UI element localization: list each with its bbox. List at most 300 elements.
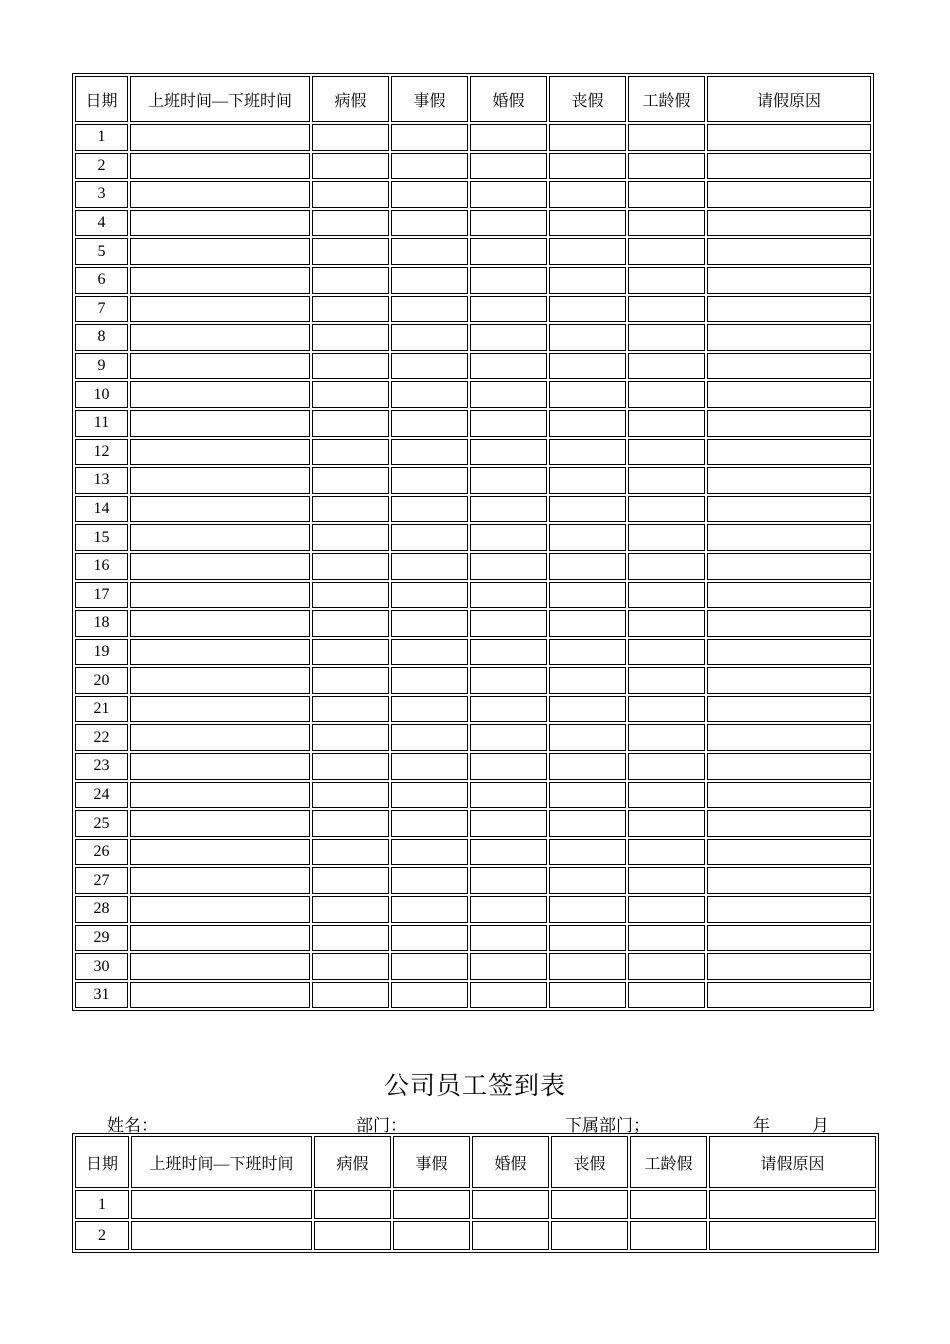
entry-cell[interactable] [551, 1221, 628, 1250]
attendance-table-2 [72, 1133, 879, 1253]
entry-cell[interactable] [393, 1221, 470, 1250]
date-cell: 5 [75, 238, 128, 265]
entry-cell[interactable] [130, 124, 310, 151]
entry-cell[interactable] [470, 667, 547, 694]
entry-cell[interactable] [312, 553, 389, 580]
entry-cell[interactable] [470, 410, 547, 437]
entry-cell[interactable] [549, 896, 626, 923]
entry-cell[interactable] [130, 925, 310, 952]
date-cell: 29 [75, 925, 128, 952]
entry-cell[interactable] [130, 724, 310, 751]
entry-cell[interactable] [391, 610, 468, 637]
entry-cell[interactable] [549, 210, 626, 237]
entry-cell[interactable] [391, 782, 468, 809]
column-header: 工龄假 [630, 1136, 707, 1188]
entry-cell[interactable] [470, 896, 547, 923]
entry-cell[interactable] [130, 667, 310, 694]
entry-cell[interactable] [549, 267, 626, 294]
entry-cell[interactable] [314, 1190, 391, 1219]
entry-cell[interactable] [130, 753, 310, 780]
entry-cell[interactable] [130, 181, 310, 208]
date-cell: 7 [75, 296, 128, 323]
entry-cell[interactable] [393, 1190, 470, 1219]
entry-cell[interactable] [470, 810, 547, 837]
entry-cell[interactable] [707, 410, 871, 437]
attendance-table [72, 73, 874, 1011]
entry-cell[interactable] [707, 238, 871, 265]
entry-cell[interactable] [391, 410, 468, 437]
table-row [75, 610, 871, 637]
entry-cell[interactable] [312, 639, 389, 666]
entry-cell[interactable] [707, 753, 871, 780]
entry-cell[interactable] [391, 810, 468, 837]
entry-cell[interactable] [391, 267, 468, 294]
entry-cell[interactable] [470, 496, 547, 523]
entry-cell[interactable] [628, 296, 705, 323]
entry-cell[interactable] [472, 1221, 549, 1250]
entry-cell[interactable] [312, 696, 389, 723]
entry-cell[interactable] [470, 124, 547, 151]
entry-cell[interactable] [470, 867, 547, 894]
entry-cell[interactable] [549, 181, 626, 208]
entry-cell[interactable] [707, 296, 871, 323]
entry-cell[interactable] [628, 553, 705, 580]
entry-cell[interactable] [391, 524, 468, 551]
entry-cell[interactable] [470, 925, 547, 952]
entry-cell[interactable] [628, 410, 705, 437]
date-cell: 19 [75, 639, 128, 666]
column-header: 请假原因 [707, 76, 871, 122]
entry-cell[interactable] [628, 667, 705, 694]
entry-cell[interactable] [130, 953, 310, 980]
entry-cell[interactable] [391, 867, 468, 894]
entry-cell[interactable] [707, 496, 871, 523]
entry-cell[interactable] [312, 953, 389, 980]
entry-cell[interactable] [130, 896, 310, 923]
table-row [75, 238, 871, 265]
entry-cell[interactable] [470, 267, 547, 294]
entry-cell[interactable] [470, 524, 547, 551]
entry-cell[interactable] [549, 753, 626, 780]
entry-cell[interactable] [707, 810, 871, 837]
table-row [75, 381, 871, 408]
column-header: 上班时间—下班时间 [131, 1136, 312, 1188]
entry-cell[interactable] [628, 238, 705, 265]
entry-cell[interactable] [551, 1190, 628, 1219]
entry-cell[interactable] [549, 610, 626, 637]
entry-cell[interactable] [628, 867, 705, 894]
entry-cell[interactable] [549, 124, 626, 151]
entry-cell[interactable] [628, 839, 705, 866]
entry-cell[interactable] [549, 553, 626, 580]
date-cell: 10 [75, 381, 128, 408]
entry-cell[interactable] [470, 696, 547, 723]
entry-cell[interactable] [391, 896, 468, 923]
entry-cell[interactable] [549, 296, 626, 323]
column-header: 工龄假 [628, 76, 705, 122]
entry-cell[interactable] [709, 1221, 876, 1250]
entry-cell[interactable] [707, 381, 871, 408]
entry-cell[interactable] [130, 381, 310, 408]
date-cell: 30 [75, 953, 128, 980]
entry-cell[interactable] [707, 153, 871, 180]
entry-cell[interactable] [391, 124, 468, 151]
entry-cell[interactable] [470, 782, 547, 809]
date-cell: 25 [75, 810, 128, 837]
entry-cell[interactable] [628, 896, 705, 923]
table-header-row [75, 1136, 876, 1188]
table-row [75, 782, 871, 809]
date-cell: 2 [75, 1221, 129, 1250]
table-row [75, 410, 871, 437]
entry-cell[interactable] [312, 896, 389, 923]
entry-cell[interactable] [549, 925, 626, 952]
table-row [75, 124, 871, 151]
table-row [75, 667, 871, 694]
entry-cell[interactable] [391, 296, 468, 323]
entry-cell[interactable] [707, 124, 871, 151]
table-row [75, 267, 871, 294]
entry-cell[interactable] [549, 782, 626, 809]
entry-cell[interactable] [130, 467, 310, 494]
entry-cell[interactable] [707, 553, 871, 580]
date-cell: 1 [75, 1190, 129, 1219]
entry-cell[interactable] [707, 610, 871, 637]
entry-cell[interactable] [628, 153, 705, 180]
entry-cell[interactable] [549, 667, 626, 694]
entry-cell[interactable] [628, 439, 705, 466]
table-row [75, 324, 871, 351]
entry-cell[interactable] [707, 181, 871, 208]
entry-cell[interactable] [312, 381, 389, 408]
column-header: 病假 [312, 76, 389, 122]
entry-cell[interactable] [312, 724, 389, 751]
date-cell: 18 [75, 610, 128, 637]
entry-cell[interactable] [470, 467, 547, 494]
entry-cell[interactable] [130, 210, 310, 237]
entry-cell[interactable] [314, 1221, 391, 1250]
entry-cell[interactable] [391, 496, 468, 523]
entry-cell[interactable] [549, 439, 626, 466]
column-header: 病假 [314, 1136, 391, 1188]
column-header: 上班时间—下班时间 [130, 76, 310, 122]
entry-cell[interactable] [130, 439, 310, 466]
entry-cell[interactable] [391, 153, 468, 180]
entry-cell[interactable] [470, 839, 547, 866]
table-row [75, 296, 871, 323]
entry-cell[interactable] [707, 582, 871, 609]
entry-cell[interactable] [628, 753, 705, 780]
entry-cell[interactable] [549, 582, 626, 609]
column-header: 丧假 [551, 1136, 628, 1188]
entry-cell[interactable] [391, 925, 468, 952]
entry-cell[interactable] [628, 925, 705, 952]
entry-cell[interactable] [312, 667, 389, 694]
entry-cell[interactable] [130, 553, 310, 580]
entry-cell[interactable] [628, 696, 705, 723]
column-header: 事假 [391, 76, 468, 122]
entry-cell[interactable] [130, 238, 310, 265]
entry-cell[interactable] [628, 953, 705, 980]
date-cell: 24 [75, 782, 128, 809]
entry-cell[interactable] [391, 353, 468, 380]
entry-cell[interactable] [549, 467, 626, 494]
entry-cell[interactable] [628, 810, 705, 837]
entry-cell[interactable] [630, 1221, 707, 1250]
entry-cell[interactable] [549, 867, 626, 894]
entry-cell[interactable] [470, 610, 547, 637]
entry-cell[interactable] [470, 439, 547, 466]
date-cell: 15 [75, 524, 128, 551]
column-header: 婚假 [472, 1136, 549, 1188]
entry-cell[interactable] [470, 238, 547, 265]
entry-cell[interactable] [628, 353, 705, 380]
page-title: 公司员工签到表 [383, 1071, 566, 1100]
entry-cell[interactable] [707, 524, 871, 551]
entry-cell[interactable] [472, 1190, 549, 1219]
entry-cell[interactable] [130, 496, 310, 523]
entry-cell[interactable] [549, 639, 626, 666]
date-cell: 31 [75, 982, 128, 1009]
entry-cell[interactable] [131, 1190, 312, 1219]
entry-cell[interactable] [628, 582, 705, 609]
entry-cell[interactable] [391, 753, 468, 780]
entry-cell[interactable] [391, 238, 468, 265]
column-header: 日期 [75, 76, 128, 122]
entry-cell[interactable] [549, 324, 626, 351]
entry-cell[interactable] [628, 324, 705, 351]
date-cell: 8 [75, 324, 128, 351]
entry-cell[interactable] [130, 782, 310, 809]
date-cell: 13 [75, 467, 128, 494]
entry-cell[interactable] [628, 639, 705, 666]
table-row [75, 639, 871, 666]
table-row [75, 953, 871, 980]
date-cell: 27 [75, 867, 128, 894]
entry-cell[interactable] [470, 210, 547, 237]
entry-cell[interactable] [130, 696, 310, 723]
entry-cell[interactable] [707, 439, 871, 466]
table-row [75, 724, 871, 751]
entry-cell[interactable] [470, 381, 547, 408]
entry-cell[interactable] [470, 181, 547, 208]
entry-cell[interactable] [549, 153, 626, 180]
table-row [75, 696, 871, 723]
date-cell: 2 [75, 153, 128, 180]
entry-cell[interactable] [312, 210, 389, 237]
entry-cell[interactable] [312, 753, 389, 780]
table-row [75, 867, 871, 894]
entry-cell[interactable] [391, 181, 468, 208]
entry-cell[interactable] [130, 610, 310, 637]
entry-cell[interactable] [391, 639, 468, 666]
entry-cell[interactable] [707, 839, 871, 866]
entry-cell[interactable] [130, 867, 310, 894]
column-header: 婚假 [470, 76, 547, 122]
entry-cell[interactable] [470, 553, 547, 580]
entry-cell[interactable] [628, 724, 705, 751]
entry-cell[interactable] [312, 782, 389, 809]
entry-cell[interactable] [707, 867, 871, 894]
entry-cell[interactable] [707, 925, 871, 952]
entry-cell[interactable] [312, 925, 389, 952]
entry-cell[interactable] [312, 439, 389, 466]
entry-cell[interactable] [391, 839, 468, 866]
entry-cell[interactable] [130, 267, 310, 294]
entry-cell[interactable] [628, 181, 705, 208]
entry-cell[interactable] [707, 210, 871, 237]
date-cell: 28 [75, 896, 128, 923]
entry-cell[interactable] [312, 124, 389, 151]
entry-cell[interactable] [312, 582, 389, 609]
entry-cell[interactable] [391, 953, 468, 980]
entry-cell[interactable] [549, 696, 626, 723]
column-header: 丧假 [549, 76, 626, 122]
entry-cell[interactable] [549, 839, 626, 866]
entry-cell[interactable] [628, 124, 705, 151]
table-row [75, 439, 871, 466]
entry-cell[interactable] [312, 810, 389, 837]
entry-cell[interactable] [470, 724, 547, 751]
table-row [75, 153, 871, 180]
entry-cell[interactable] [391, 324, 468, 351]
entry-cell[interactable] [549, 524, 626, 551]
table-row [75, 839, 871, 866]
entry-cell[interactable] [130, 324, 310, 351]
date-cell: 11 [75, 410, 128, 437]
entry-cell[interactable] [628, 210, 705, 237]
entry-cell[interactable] [391, 467, 468, 494]
table-row [75, 210, 871, 237]
entry-cell[interactable] [709, 1190, 876, 1219]
entry-cell[interactable] [391, 439, 468, 466]
entry-cell[interactable] [391, 553, 468, 580]
entry-cell[interactable] [707, 782, 871, 809]
entry-cell[interactable] [549, 381, 626, 408]
entry-cell[interactable] [549, 953, 626, 980]
entry-cell[interactable] [470, 953, 547, 980]
entry-cell[interactable] [312, 982, 389, 1009]
date-cell: 1 [75, 124, 128, 151]
entry-cell[interactable] [707, 896, 871, 923]
date-cell: 3 [75, 181, 128, 208]
entry-cell[interactable] [549, 810, 626, 837]
entry-cell[interactable] [130, 639, 310, 666]
entry-cell[interactable] [470, 324, 547, 351]
column-header: 请假原因 [709, 1136, 876, 1188]
table-header-row [75, 76, 871, 122]
entry-cell[interactable] [549, 410, 626, 437]
entry-cell[interactable] [707, 353, 871, 380]
entry-cell[interactable] [130, 296, 310, 323]
entry-cell[interactable] [130, 153, 310, 180]
entry-cell[interactable] [312, 410, 389, 437]
entry-cell[interactable] [130, 582, 310, 609]
entry-cell[interactable] [707, 467, 871, 494]
entry-cell[interactable] [707, 667, 871, 694]
entry-cell[interactable] [628, 467, 705, 494]
entry-cell[interactable] [470, 582, 547, 609]
entry-cell[interactable] [130, 839, 310, 866]
entry-cell[interactable] [391, 210, 468, 237]
entry-cell[interactable] [549, 982, 626, 1009]
entry-cell[interactable] [391, 982, 468, 1009]
entry-cell[interactable] [707, 639, 871, 666]
column-header: 日期 [75, 1136, 129, 1188]
entry-cell[interactable] [549, 353, 626, 380]
entry-cell[interactable] [312, 867, 389, 894]
table-row [75, 353, 871, 380]
entry-cell[interactable] [312, 353, 389, 380]
entry-cell[interactable] [628, 610, 705, 637]
entry-cell[interactable] [470, 296, 547, 323]
entry-cell[interactable] [312, 524, 389, 551]
date-cell: 16 [75, 553, 128, 580]
entry-cell[interactable] [391, 582, 468, 609]
entry-cell[interactable] [470, 753, 547, 780]
entry-cell[interactable] [628, 381, 705, 408]
date-cell: 12 [75, 439, 128, 466]
entry-cell[interactable] [130, 810, 310, 837]
entry-cell[interactable] [312, 496, 389, 523]
entry-cell[interactable] [628, 496, 705, 523]
entry-cell[interactable] [312, 839, 389, 866]
entry-cell[interactable] [391, 724, 468, 751]
table-row [75, 524, 871, 551]
entry-cell[interactable] [707, 953, 871, 980]
table-row [75, 896, 871, 923]
entry-cell[interactable] [130, 353, 310, 380]
entry-cell[interactable] [312, 324, 389, 351]
entry-cell[interactable] [707, 724, 871, 751]
entry-cell[interactable] [312, 153, 389, 180]
table-row [75, 982, 871, 1009]
entry-cell[interactable] [628, 982, 705, 1009]
entry-cell[interactable] [130, 982, 310, 1009]
entry-cell[interactable] [391, 667, 468, 694]
entry-cell[interactable] [391, 381, 468, 408]
entry-cell[interactable] [549, 496, 626, 523]
entry-cell[interactable] [707, 267, 871, 294]
entry-cell[interactable] [391, 696, 468, 723]
entry-cell[interactable] [470, 353, 547, 380]
entry-cell[interactable] [628, 782, 705, 809]
entry-cell[interactable] [549, 724, 626, 751]
entry-cell[interactable] [549, 238, 626, 265]
entry-cell[interactable] [630, 1190, 707, 1219]
entry-cell[interactable] [707, 982, 871, 1009]
sub-department-label: 下属部门； [565, 1116, 650, 1135]
entry-cell[interactable] [470, 153, 547, 180]
date-cell: 6 [75, 267, 128, 294]
entry-cell[interactable] [628, 267, 705, 294]
entry-cell[interactable] [130, 410, 310, 437]
column-header: 事假 [393, 1136, 470, 1188]
entry-cell[interactable] [470, 982, 547, 1009]
entry-cell[interactable] [707, 696, 871, 723]
entry-cell[interactable] [130, 524, 310, 551]
entry-cell[interactable] [131, 1221, 312, 1250]
entry-cell[interactable] [470, 639, 547, 666]
entry-cell[interactable] [312, 296, 389, 323]
entry-cell[interactable] [312, 610, 389, 637]
entry-cell[interactable] [312, 181, 389, 208]
entry-cell[interactable] [312, 238, 389, 265]
entry-cell[interactable] [312, 467, 389, 494]
entry-cell[interactable] [707, 324, 871, 351]
entry-cell[interactable] [312, 267, 389, 294]
entry-cell[interactable] [628, 524, 705, 551]
